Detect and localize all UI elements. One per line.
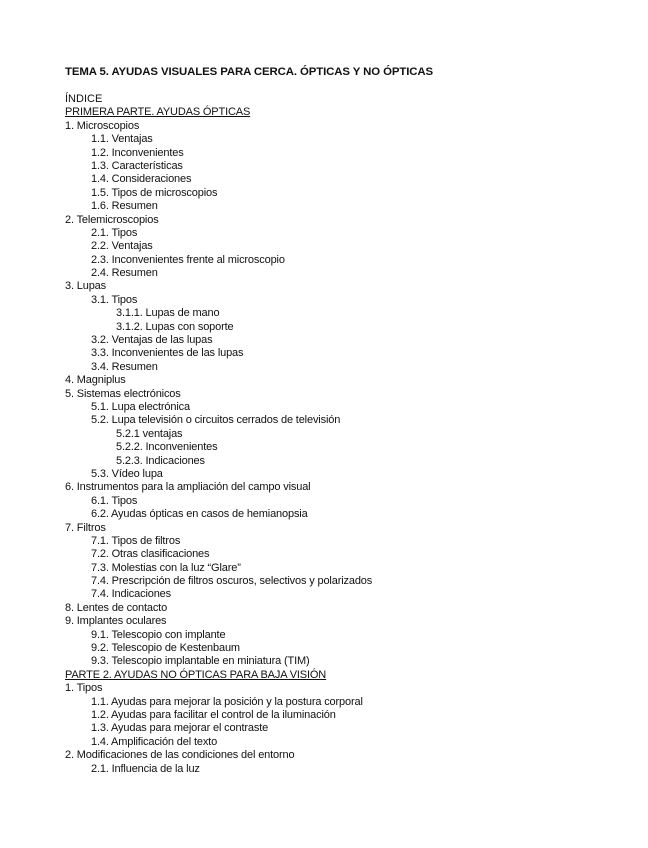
toc-entry	[65, 428, 635, 441]
toc-entry-text: 6.1. Tipos	[91, 494, 138, 507]
toc-entry-text: 7.1. Tipos de filtros	[91, 534, 181, 547]
toc-entry	[65, 347, 635, 360]
toc-entry-text: 1. Tipos	[65, 682, 103, 695]
toc-entry-text: 7.3. Molestias con la luz “Glare”	[91, 561, 241, 574]
toc-entry	[65, 575, 635, 588]
toc-entry-text: 1.2. Inconvenientes	[91, 146, 184, 159]
toc-entry-text: 6. Instrumentos para la ampliación del campo visual	[65, 481, 311, 494]
toc-entry-text: 2.1. Tipos	[91, 226, 138, 239]
toc-entry-text: 1.5. Tipos de microscopios	[91, 186, 218, 199]
toc-entry-text: 3. Lupas	[65, 280, 107, 293]
toc-entry-text: 5.2.2. Inconvenientes	[116, 441, 218, 454]
toc-entry-text: 1.3. Características	[91, 159, 183, 172]
toc-entry-text: PARTE 2. AYUDAS NO ÓPTICAS PARA BAJA VISIÓN	[65, 668, 327, 681]
toc-entry	[65, 522, 635, 535]
toc-entry	[65, 508, 635, 521]
toc-entry-text: 3.1.1. Lupas de mano	[116, 307, 220, 320]
toc-entry-text: 5.2.1 ventajas	[116, 427, 183, 440]
toc-entry-text: 5.3. Vídeo lupa	[91, 467, 163, 480]
toc-entry-text: 5. Sistemas electrónicos	[65, 387, 181, 400]
toc-entry-text: 7. Filtros	[65, 521, 106, 534]
toc-entry	[65, 414, 635, 427]
toc-entry	[65, 722, 635, 735]
toc-entry	[65, 763, 635, 776]
toc-entry-text: 1.4. Amplificación del texto	[91, 735, 218, 748]
toc-entry-text: 3.2. Ventajas de las lupas	[91, 334, 213, 347]
toc-entry-text: 5.2. Lupa televisión o circuitos cerrados de televisión	[91, 414, 341, 427]
toc-entry-text: 5.1. Lupa electrónica	[91, 400, 190, 413]
toc-entry-text: 3.4. Resumen	[91, 360, 158, 373]
toc-entry-text: 8. Lentes de contacto	[65, 601, 168, 614]
toc-entry	[65, 562, 635, 575]
toc-entry	[65, 401, 635, 414]
toc-entry	[65, 642, 635, 655]
toc-entry	[65, 227, 635, 240]
toc-entry-text: 9.3. Telescopio implantable en miniatura (TIM)	[91, 655, 310, 668]
toc-entry-text: 2. Telemicroscopios	[65, 213, 159, 226]
toc-entry	[65, 254, 635, 267]
toc-entry-text: 9.2. Telescopio de Kestenbaum	[91, 642, 240, 655]
toc-entry-text: 6.2. Ayudas ópticas en casos de hemianopsia	[91, 508, 308, 521]
toc-entry-text: 2.3. Inconvenientes frente al microscopio	[91, 253, 285, 266]
toc-entry-text: 1.3. Ayudas para mejorar el contraste	[91, 722, 269, 735]
toc-entry	[65, 535, 635, 548]
toc-entry	[65, 615, 635, 628]
toc-entry	[65, 361, 635, 374]
toc-entry	[65, 267, 635, 280]
toc-entry-text: 7.4. Prescripción de filtros oscuros, selectivos y polarizados	[91, 575, 373, 588]
toc-entry-text: 9. Implantes oculares	[65, 615, 167, 628]
toc-entry-text: 9.1. Telescopio con implante	[91, 628, 226, 641]
toc-part-heading	[65, 669, 635, 682]
toc-entry	[65, 187, 635, 200]
toc-entry-text: 1.1. Ayudas para mejorar la posición y la postura corporal	[91, 695, 363, 708]
toc-entry	[65, 588, 635, 601]
toc-entry	[65, 307, 635, 320]
toc-entry	[65, 655, 635, 668]
index-heading: ÍNDICE	[65, 93, 103, 105]
toc-entry	[65, 696, 635, 709]
toc-entry	[65, 749, 635, 762]
toc-entry-text: 3.1. Tipos	[91, 293, 138, 306]
document-title: TEMA 5. AYUDAS VISUALES PARA CERCA. ÓPTICAS Y NO ÓPTICAS	[65, 66, 434, 78]
toc-entry	[65, 200, 635, 213]
toc-entry	[65, 294, 635, 307]
toc-entry	[65, 629, 635, 642]
toc-entry	[65, 709, 635, 722]
toc-entry	[65, 280, 635, 293]
toc-entry-text: 1.4. Consideraciones	[91, 173, 192, 186]
toc-entry-text: 3.3. Inconvenientes de las lupas	[91, 347, 244, 360]
toc-entry	[65, 173, 635, 186]
toc-entry-text: PRIMERA PARTE. AYUDAS ÓPTICAS	[65, 106, 251, 119]
toc-entry-text: 7.2. Otras clasificaciones	[91, 548, 210, 561]
toc-entry-text: 1.1. Ventajas	[91, 133, 153, 146]
document-page	[65, 63, 635, 776]
toc-entry	[65, 214, 635, 227]
table-of-contents	[65, 106, 635, 776]
toc-entry	[65, 736, 635, 749]
toc-entry	[65, 468, 635, 481]
toc-entry-text: 4. Magniplus	[65, 374, 126, 387]
toc-entry	[65, 602, 635, 615]
toc-entry	[65, 321, 635, 334]
toc-entry	[65, 334, 635, 347]
toc-entry-text: 2. Modificaciones de las condiciones del entorno	[65, 749, 295, 762]
toc-entry	[65, 120, 635, 133]
toc-entry	[65, 240, 635, 253]
toc-entry-text: 2.2. Ventajas	[91, 240, 153, 253]
toc-entry-text: 2.4. Resumen	[91, 267, 158, 280]
toc-entry-text: 3.1.2. Lupas con soporte	[116, 320, 234, 333]
toc-entry	[65, 548, 635, 561]
toc-part-heading	[65, 106, 635, 119]
toc-entry	[65, 682, 635, 695]
toc-entry-text: 7.4. Indicaciones	[91, 588, 172, 601]
toc-entry	[65, 147, 635, 160]
toc-entry-text: 2.1. Influencia de la luz	[91, 762, 200, 775]
toc-entry	[65, 374, 635, 387]
toc-entry	[65, 441, 635, 454]
toc-entry	[65, 388, 635, 401]
toc-entry	[65, 160, 635, 173]
toc-entry	[65, 455, 635, 468]
toc-entry-text: 5.2.3. Indicaciones	[116, 454, 205, 467]
toc-entry-text: 1.6. Resumen	[91, 200, 158, 213]
toc-entry	[65, 495, 635, 508]
toc-entry-text: 1.2. Ayudas para facilitar el control de la iluminación	[91, 708, 336, 721]
toc-entry	[65, 133, 635, 146]
toc-entry	[65, 481, 635, 494]
toc-entry-text: 1. Microscopios	[65, 119, 140, 132]
